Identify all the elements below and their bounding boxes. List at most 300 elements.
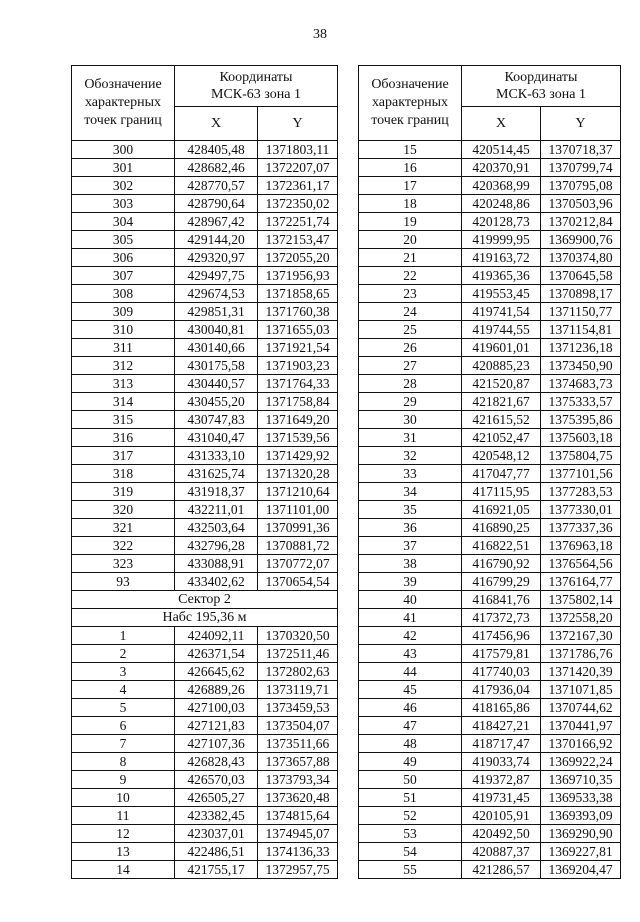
point-id-cell: 1 <box>72 627 175 645</box>
y-coordinate-cell: 1376564,56 <box>541 555 621 573</box>
x-coordinate-cell: 430440,57 <box>175 375 258 393</box>
y-coordinate-cell: 1377330,01 <box>541 501 621 519</box>
x-coordinate-cell: 428790,64 <box>175 195 258 213</box>
point-id-cell: 19 <box>359 213 462 231</box>
y-coordinate-cell: 1375802,14 <box>541 591 621 609</box>
x-coordinate-cell: 428770,57 <box>175 177 258 195</box>
point-id-cell: 43 <box>359 645 462 663</box>
x-coordinate-cell: 426645,62 <box>175 663 258 681</box>
table-row <box>359 393 621 411</box>
x-coordinate-cell: 416841,76 <box>462 591 541 609</box>
table-row <box>359 789 621 807</box>
x-coordinate-cell: 419601,01 <box>462 339 541 357</box>
y-coordinate-cell: 1371429,92 <box>258 447 338 465</box>
y-coordinate-cell: 1372207,07 <box>258 159 338 177</box>
table-row <box>72 573 338 591</box>
x-coordinate-cell: 421821,67 <box>462 393 541 411</box>
x-coordinate-cell: 421286,57 <box>462 861 541 879</box>
x-coordinate-cell: 420548,12 <box>462 447 541 465</box>
point-id-cell: 16 <box>359 159 462 177</box>
x-coordinate-cell: 426371,54 <box>175 645 258 663</box>
table-row <box>72 537 338 555</box>
x-coordinate-cell: 420128,73 <box>462 213 541 231</box>
table-row <box>359 249 621 267</box>
table-row <box>359 573 621 591</box>
x-coordinate-cell: 430140,66 <box>175 339 258 357</box>
point-id-cell: 307 <box>72 267 175 285</box>
y-coordinate-cell: 1370772,07 <box>258 555 338 573</box>
x-coordinate-cell: 429497,75 <box>175 267 258 285</box>
table-row <box>359 717 621 735</box>
y-coordinate-cell: 1371758,84 <box>258 393 338 411</box>
point-id-cell: 39 <box>359 573 462 591</box>
table-row <box>359 303 621 321</box>
x-coordinate-cell: 419553,45 <box>462 285 541 303</box>
point-id-cell: 322 <box>72 537 175 555</box>
y-coordinate-cell: 1370645,58 <box>541 267 621 285</box>
y-coordinate-cell: 1373793,34 <box>258 771 338 789</box>
table-row <box>359 339 621 357</box>
table-row <box>72 339 338 357</box>
x-coordinate-cell: 430175,58 <box>175 357 258 375</box>
x-coordinate-cell: 420370,91 <box>462 159 541 177</box>
table-row <box>359 627 621 645</box>
section-label: Набс 195,36 м <box>72 609 338 627</box>
table-row <box>359 447 621 465</box>
y-coordinate-cell: 1375603,18 <box>541 429 621 447</box>
x-coordinate-cell: 429851,31 <box>175 303 258 321</box>
x-coordinate-cell: 416890,25 <box>462 519 541 537</box>
table-row <box>72 375 338 393</box>
y-coordinate-cell: 1372153,47 <box>258 231 338 249</box>
x-coordinate-cell: 420368,99 <box>462 177 541 195</box>
table-row <box>359 501 621 519</box>
y-coordinate-cell: 1373459,53 <box>258 699 338 717</box>
table-row <box>72 735 338 753</box>
table-row <box>359 591 621 609</box>
table-row <box>359 825 621 843</box>
table-row <box>359 141 621 159</box>
y-coordinate-cell: 1374815,64 <box>258 807 338 825</box>
x-coordinate-cell: 418427,21 <box>462 717 541 735</box>
y-coordinate-cell: 1370881,72 <box>258 537 338 555</box>
coordinates-table-left <box>71 65 338 879</box>
page-number: 38 <box>313 27 327 42</box>
table-row <box>359 699 621 717</box>
y-coordinate-cell: 1372350,02 <box>258 195 338 213</box>
point-id-cell: 11 <box>72 807 175 825</box>
y-coordinate-cell: 1373620,48 <box>258 789 338 807</box>
x-coordinate-cell: 424092,11 <box>175 627 258 645</box>
y-coordinate-cell: 1373511,66 <box>258 735 338 753</box>
table-row <box>72 555 338 573</box>
point-id-cell: 301 <box>72 159 175 177</box>
table-row <box>72 699 338 717</box>
y-coordinate-cell: 1373450,90 <box>541 357 621 375</box>
y-coordinate-cell: 1374683,73 <box>541 375 621 393</box>
table-row <box>72 141 338 159</box>
table-row <box>359 735 621 753</box>
point-id-cell: 304 <box>72 213 175 231</box>
y-coordinate-cell: 1372167,30 <box>541 627 621 645</box>
x-coordinate-cell: 421052,47 <box>462 429 541 447</box>
table-row <box>72 447 338 465</box>
x-coordinate-cell: 416799,29 <box>462 573 541 591</box>
point-id-cell: 44 <box>359 663 462 681</box>
y-coordinate-cell: 1377101,56 <box>541 465 621 483</box>
table-row <box>72 483 338 501</box>
point-id-cell: 45 <box>359 681 462 699</box>
y-column-header: Y <box>541 107 621 141</box>
x-coordinate-cell: 416921,05 <box>462 501 541 519</box>
table-row <box>72 231 338 249</box>
point-id-cell: 312 <box>72 357 175 375</box>
x-coordinate-cell: 427100,03 <box>175 699 258 717</box>
x-coordinate-cell: 419365,36 <box>462 267 541 285</box>
x-coordinate-cell: 420885,23 <box>462 357 541 375</box>
table-row <box>359 843 621 861</box>
y-coordinate-cell: 1371236,18 <box>541 339 621 357</box>
y-coordinate-cell: 1371956,93 <box>258 267 338 285</box>
x-coordinate-cell: 420248,86 <box>462 195 541 213</box>
point-id-cell: 21 <box>359 249 462 267</box>
y-coordinate-cell: 1373657,88 <box>258 753 338 771</box>
y-coordinate-cell: 1374136,33 <box>258 843 338 861</box>
table-row <box>72 393 338 411</box>
y-coordinate-cell: 1369922,24 <box>541 753 621 771</box>
y-coordinate-cell: 1371786,76 <box>541 645 621 663</box>
point-id-cell: 47 <box>359 717 462 735</box>
x-coordinate-cell: 421615,52 <box>462 411 541 429</box>
point-id-cell: 315 <box>72 411 175 429</box>
y-coordinate-cell: 1371858,65 <box>258 285 338 303</box>
point-id-cell: 316 <box>72 429 175 447</box>
point-id-cell: 318 <box>72 465 175 483</box>
y-coordinate-cell: 1369393,09 <box>541 807 621 825</box>
table-row <box>359 285 621 303</box>
x-coordinate-cell: 430040,81 <box>175 321 258 339</box>
x-coordinate-cell: 420492,50 <box>462 825 541 843</box>
point-id-cell: 303 <box>72 195 175 213</box>
y-coordinate-cell: 1369533,38 <box>541 789 621 807</box>
point-designation-header: Обозначение характерных точек границ <box>359 66 462 141</box>
x-coordinate-cell: 430747,83 <box>175 411 258 429</box>
x-coordinate-cell: 420514,45 <box>462 141 541 159</box>
y-coordinate-cell: 1371210,64 <box>258 483 338 501</box>
point-id-cell: 22 <box>359 267 462 285</box>
y-coordinate-cell: 1373119,71 <box>258 681 338 699</box>
point-id-cell: 317 <box>72 447 175 465</box>
x-coordinate-cell: 416822,51 <box>462 537 541 555</box>
table-row <box>72 285 338 303</box>
y-coordinate-cell: 1371649,20 <box>258 411 338 429</box>
point-id-cell: 3 <box>72 663 175 681</box>
point-id-cell: 306 <box>72 249 175 267</box>
table-row <box>72 213 338 231</box>
table-row <box>359 465 621 483</box>
y-coordinate-cell: 1371803,11 <box>258 141 338 159</box>
y-coordinate-cell: 1370991,36 <box>258 519 338 537</box>
table-row <box>72 195 338 213</box>
x-coordinate-cell: 420887,37 <box>462 843 541 861</box>
table-row <box>72 249 338 267</box>
x-column-header: X <box>175 107 258 141</box>
table-row <box>72 807 338 825</box>
table-row <box>359 195 621 213</box>
table-row <box>72 357 338 375</box>
y-coordinate-cell: 1370503,96 <box>541 195 621 213</box>
y-coordinate-cell: 1371150,77 <box>541 303 621 321</box>
section-row <box>72 591 338 609</box>
y-coordinate-cell: 1372251,74 <box>258 213 338 231</box>
x-coordinate-cell: 426828,43 <box>175 753 258 771</box>
point-id-cell: 35 <box>359 501 462 519</box>
point-id-cell: 20 <box>359 231 462 249</box>
y-coordinate-cell: 1370898,17 <box>541 285 621 303</box>
table-row <box>72 645 338 663</box>
y-coordinate-cell: 1372558,20 <box>541 609 621 627</box>
y-coordinate-cell: 1372361,17 <box>258 177 338 195</box>
x-coordinate-cell: 432503,64 <box>175 519 258 537</box>
x-coordinate-cell: 419372,87 <box>462 771 541 789</box>
y-coordinate-cell: 1371154,81 <box>541 321 621 339</box>
table-row <box>72 303 338 321</box>
x-coordinate-cell: 429144,20 <box>175 231 258 249</box>
y-coordinate-cell: 1370320,50 <box>258 627 338 645</box>
table-row <box>72 825 338 843</box>
point-id-cell: 23 <box>359 285 462 303</box>
y-coordinate-cell: 1370212,84 <box>541 213 621 231</box>
y-coordinate-cell: 1371320,28 <box>258 465 338 483</box>
table-row <box>72 159 338 177</box>
x-coordinate-cell: 423037,01 <box>175 825 258 843</box>
point-id-cell: 310 <box>72 321 175 339</box>
y-coordinate-cell: 1375333,57 <box>541 393 621 411</box>
point-id-cell: 311 <box>72 339 175 357</box>
x-coordinate-cell: 426505,27 <box>175 789 258 807</box>
coordinates-table-right <box>358 65 621 879</box>
point-id-cell: 14 <box>72 861 175 879</box>
table-row <box>72 753 338 771</box>
x-coordinate-cell: 417456,96 <box>462 627 541 645</box>
y-coordinate-cell: 1370654,54 <box>258 573 338 591</box>
point-id-cell: 32 <box>359 447 462 465</box>
x-coordinate-cell: 428405,48 <box>175 141 258 159</box>
table-row <box>359 663 621 681</box>
table-row <box>72 681 338 699</box>
table-row <box>359 807 621 825</box>
x-coordinate-cell: 419731,45 <box>462 789 541 807</box>
x-coordinate-cell: 432796,28 <box>175 537 258 555</box>
y-coordinate-cell: 1369227,81 <box>541 843 621 861</box>
y-coordinate-cell: 1372802,63 <box>258 663 338 681</box>
y-coordinate-cell: 1371903,23 <box>258 357 338 375</box>
y-coordinate-cell: 1370166,92 <box>541 735 621 753</box>
x-coordinate-cell: 418165,86 <box>462 699 541 717</box>
point-id-cell: 300 <box>72 141 175 159</box>
y-coordinate-cell: 1376164,77 <box>541 573 621 591</box>
point-id-cell: 12 <box>72 825 175 843</box>
table-row <box>72 771 338 789</box>
x-coordinate-cell: 431918,37 <box>175 483 258 501</box>
y-coordinate-cell: 1369710,35 <box>541 771 621 789</box>
y-coordinate-cell: 1371655,03 <box>258 321 338 339</box>
table-row <box>359 483 621 501</box>
y-coordinate-cell: 1370795,08 <box>541 177 621 195</box>
point-id-cell: 36 <box>359 519 462 537</box>
x-coordinate-cell: 421755,17 <box>175 861 258 879</box>
point-id-cell: 31 <box>359 429 462 447</box>
table-row <box>359 267 621 285</box>
point-id-cell: 55 <box>359 861 462 879</box>
point-id-cell: 321 <box>72 519 175 537</box>
y-coordinate-cell: 1377337,36 <box>541 519 621 537</box>
x-coordinate-cell: 419163,72 <box>462 249 541 267</box>
y-coordinate-cell: 1371539,56 <box>258 429 338 447</box>
point-id-cell: 93 <box>72 573 175 591</box>
point-id-cell: 323 <box>72 555 175 573</box>
table-row <box>359 771 621 789</box>
section-label: Сектор 2 <box>72 591 338 609</box>
table-row <box>359 861 621 879</box>
x-coordinate-cell: 428967,42 <box>175 213 258 231</box>
point-id-cell: 9 <box>72 771 175 789</box>
point-id-cell: 309 <box>72 303 175 321</box>
x-coordinate-cell: 431333,10 <box>175 447 258 465</box>
y-coordinate-cell: 1369290,90 <box>541 825 621 843</box>
y-coordinate-cell: 1370799,74 <box>541 159 621 177</box>
point-id-cell: 24 <box>359 303 462 321</box>
point-id-cell: 37 <box>359 537 462 555</box>
table-row <box>359 429 621 447</box>
point-id-cell: 29 <box>359 393 462 411</box>
x-coordinate-cell: 423382,45 <box>175 807 258 825</box>
point-id-cell: 313 <box>72 375 175 393</box>
table-row <box>72 519 338 537</box>
table-row <box>359 519 621 537</box>
table-row <box>359 753 621 771</box>
table-row <box>72 429 338 447</box>
x-coordinate-cell: 429320,97 <box>175 249 258 267</box>
section-row <box>72 609 338 627</box>
x-coordinate-cell: 431625,74 <box>175 465 258 483</box>
table-row <box>72 717 338 735</box>
table-row <box>359 375 621 393</box>
table-row <box>72 861 338 879</box>
point-id-cell: 48 <box>359 735 462 753</box>
point-id-cell: 15 <box>359 141 462 159</box>
x-coordinate-cell: 421520,87 <box>462 375 541 393</box>
x-coordinate-cell: 426889,26 <box>175 681 258 699</box>
point-id-cell: 18 <box>359 195 462 213</box>
point-id-cell: 6 <box>72 717 175 735</box>
y-coordinate-cell: 1373504,07 <box>258 717 338 735</box>
point-id-cell: 13 <box>72 843 175 861</box>
coordinates-header: Координаты МСК-63 зона 1 <box>462 66 621 107</box>
y-coordinate-cell: 1371764,33 <box>258 375 338 393</box>
y-coordinate-cell: 1370744,62 <box>541 699 621 717</box>
table-row <box>72 789 338 807</box>
x-coordinate-cell: 417579,81 <box>462 645 541 663</box>
table-row <box>359 357 621 375</box>
y-coordinate-cell: 1375804,75 <box>541 447 621 465</box>
table-row <box>359 681 621 699</box>
point-id-cell: 308 <box>72 285 175 303</box>
table-row <box>72 501 338 519</box>
x-coordinate-cell: 419741,54 <box>462 303 541 321</box>
table-row <box>72 177 338 195</box>
x-coordinate-cell: 417047,77 <box>462 465 541 483</box>
table-row <box>72 321 338 339</box>
point-id-cell: 302 <box>72 177 175 195</box>
point-id-cell: 8 <box>72 753 175 771</box>
table-row <box>359 321 621 339</box>
table-row <box>72 843 338 861</box>
x-coordinate-cell: 417740,03 <box>462 663 541 681</box>
table-row <box>359 159 621 177</box>
point-id-cell: 49 <box>359 753 462 771</box>
x-coordinate-cell: 418717,47 <box>462 735 541 753</box>
point-id-cell: 17 <box>359 177 462 195</box>
table-row <box>359 609 621 627</box>
x-coordinate-cell: 417936,04 <box>462 681 541 699</box>
table-row <box>359 537 621 555</box>
y-coordinate-cell: 1374945,07 <box>258 825 338 843</box>
point-id-cell: 10 <box>72 789 175 807</box>
table-row <box>359 411 621 429</box>
x-coordinate-cell: 419744,55 <box>462 321 541 339</box>
point-id-cell: 28 <box>359 375 462 393</box>
y-coordinate-cell: 1370374,80 <box>541 249 621 267</box>
y-coordinate-cell: 1369204,47 <box>541 861 621 879</box>
table-row <box>359 555 621 573</box>
x-coordinate-cell: 417372,73 <box>462 609 541 627</box>
point-id-cell: 46 <box>359 699 462 717</box>
x-coordinate-cell: 432211,01 <box>175 501 258 519</box>
y-coordinate-cell: 1371760,38 <box>258 303 338 321</box>
x-coordinate-cell: 419033,74 <box>462 753 541 771</box>
point-id-cell: 53 <box>359 825 462 843</box>
y-coordinate-cell: 1377283,53 <box>541 483 621 501</box>
table-row <box>359 645 621 663</box>
point-id-cell: 25 <box>359 321 462 339</box>
point-id-cell: 34 <box>359 483 462 501</box>
point-id-cell: 27 <box>359 357 462 375</box>
table-row <box>72 411 338 429</box>
coordinates-header: Координаты МСК-63 зона 1 <box>175 66 338 107</box>
x-coordinate-cell: 430455,20 <box>175 393 258 411</box>
y-coordinate-cell: 1371420,39 <box>541 663 621 681</box>
point-id-cell: 7 <box>72 735 175 753</box>
x-coordinate-cell: 419999,95 <box>462 231 541 249</box>
point-id-cell: 4 <box>72 681 175 699</box>
table-row <box>72 627 338 645</box>
x-column-header: X <box>462 107 541 141</box>
y-coordinate-cell: 1371101,00 <box>258 501 338 519</box>
y-coordinate-cell: 1371071,85 <box>541 681 621 699</box>
point-id-cell: 5 <box>72 699 175 717</box>
point-id-cell: 50 <box>359 771 462 789</box>
point-id-cell: 26 <box>359 339 462 357</box>
x-coordinate-cell: 433088,91 <box>175 555 258 573</box>
x-coordinate-cell: 417115,95 <box>462 483 541 501</box>
point-id-cell: 30 <box>359 411 462 429</box>
x-coordinate-cell: 427121,83 <box>175 717 258 735</box>
point-id-cell: 51 <box>359 789 462 807</box>
x-coordinate-cell: 422486,51 <box>175 843 258 861</box>
x-coordinate-cell: 433402,62 <box>175 573 258 591</box>
y-column-header: Y <box>258 107 338 141</box>
